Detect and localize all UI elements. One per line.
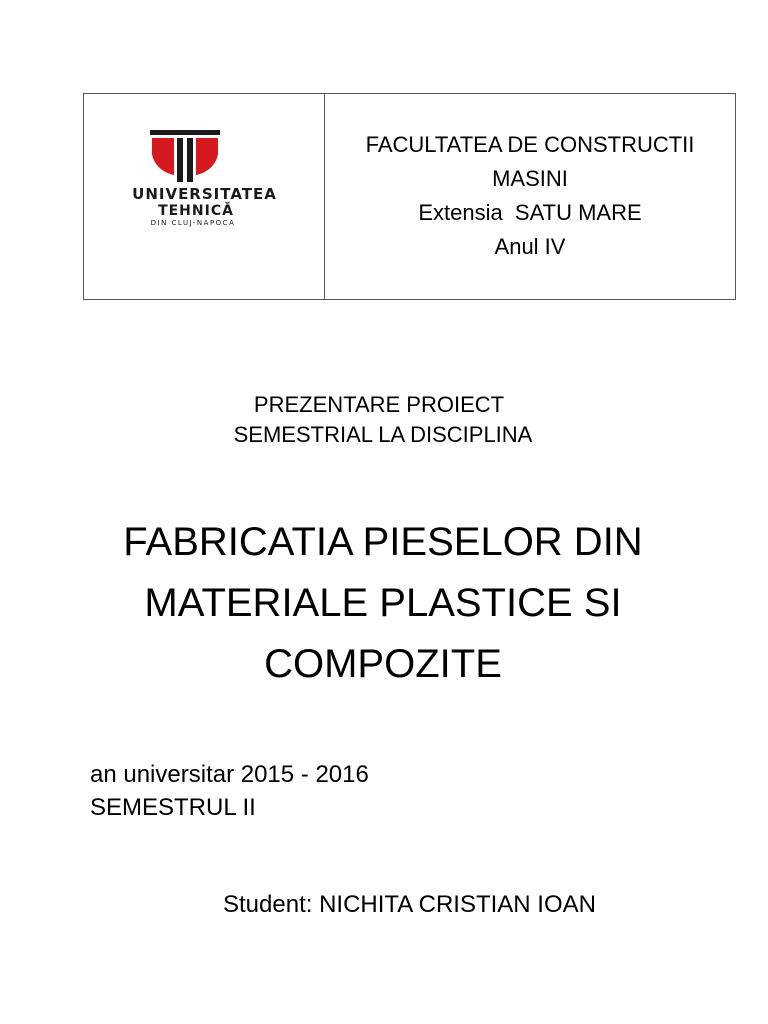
logo-name-line2: TEHNICĂ	[158, 203, 234, 219]
faculty-name-line2: MASINI	[492, 166, 568, 191]
subtitle-line2: SEMESTRIAL LA DISCIPLINA	[233, 422, 533, 447]
faculty-name-line1: FACULTATEA DE CONSTRUCTII	[365, 132, 695, 157]
academic-year: an universitar 2015 - 2016	[90, 761, 369, 788]
year-of-study: Anul IV	[494, 234, 566, 259]
extension-label: Extensia SATU MARE	[418, 200, 642, 225]
discipline-title	[0, 512, 768, 695]
semester: SEMESTRUL II	[90, 794, 256, 821]
header-table	[83, 93, 736, 300]
title-line3: COMPOZITE	[264, 642, 502, 686]
title-line1: FABRICATIA PIESELOR DIN	[123, 520, 643, 564]
logo-name-line1: UNIVERSITATEA	[132, 185, 277, 203]
subtitle-line1: PREZENTARE PROIECT	[253, 392, 505, 417]
title-line2: MATERIALE PLASTICE SI	[144, 581, 622, 625]
logo-cell	[84, 94, 325, 299]
academic-period	[90, 758, 369, 824]
student-name: Student: NICHITA CRISTIAN IOAN	[223, 891, 596, 918]
faculty-info-cell	[325, 94, 735, 299]
university-logo-icon	[150, 130, 220, 182]
logo-name-line3: DIN CLUJ-NAPOCA	[150, 219, 236, 227]
project-subtitle	[0, 390, 768, 450]
